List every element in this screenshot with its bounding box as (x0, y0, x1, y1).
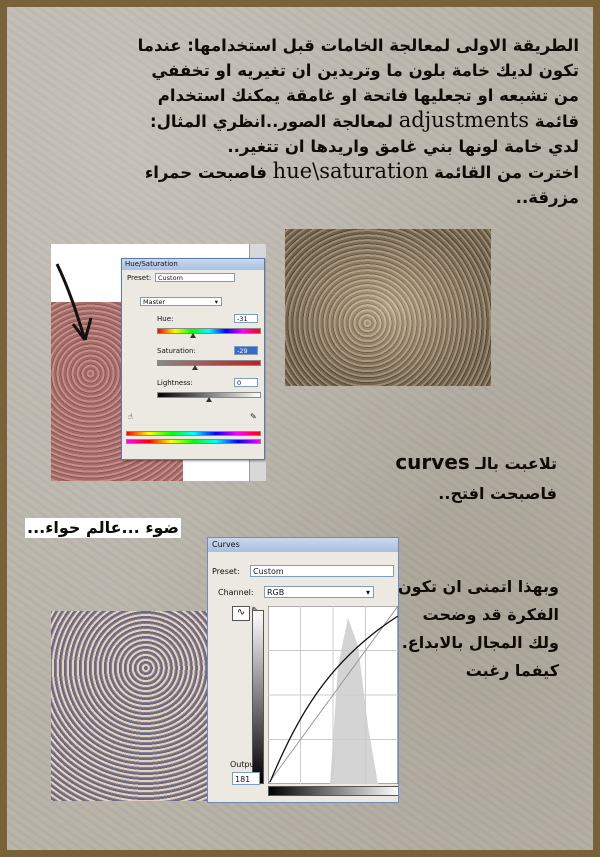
watermark-caption: ضوء ...عالم حواء... (27, 518, 179, 537)
intro-line-6-end: فاصبحت حمراء (144, 163, 267, 182)
closing-line-1: وبهذا اتمنى ان تكون (397, 577, 559, 596)
saturation-label: Saturation: (157, 347, 196, 355)
hand-drawn-arrow (51, 244, 131, 354)
curves-output-input[interactable]: 181 (232, 772, 260, 785)
curves-note-line-2: فاصبحت افتح.. (438, 484, 557, 503)
intro-line-3: من تشبعه او تجعليها فاتحة او غامقة يمكنك استخدام (157, 86, 579, 105)
curve-tool-icon[interactable]: ∿ (232, 606, 250, 621)
intro-line-4 (11, 108, 579, 134)
saturation-input[interactable]: -29 (234, 346, 258, 355)
preset-select[interactable]: Custom (155, 273, 235, 282)
curves-titlebar: Curves (208, 538, 398, 552)
adjustments-term: adjustments (398, 108, 529, 132)
intro-line-4-end: لمعالجة الصور..انظري المثال: (150, 112, 393, 131)
channel-select[interactable] (140, 297, 222, 306)
hand-adjust-icon[interactable]: ☝ (128, 412, 133, 421)
curves-preset-select[interactable]: Custom (250, 565, 394, 577)
hue-input[interactable]: -31 (234, 314, 258, 323)
intro-paragraph (11, 33, 579, 210)
output-hue-bar (126, 439, 261, 444)
closing-line-2: الفكرة قد وضحت (422, 605, 559, 624)
intro-line-4-start: قائمة (534, 112, 579, 131)
eyedropper-icon[interactable]: ✎ (250, 412, 257, 421)
input-gradient-bar (268, 786, 399, 796)
curves-note (257, 447, 557, 509)
dialog-titlebar: Hue/Saturation (122, 259, 264, 270)
curves-preset-label: Preset: (212, 567, 240, 576)
lightness-label: Lightness: (157, 379, 193, 387)
curves-channel-value: RGB (267, 588, 285, 597)
light-texture-image (51, 611, 209, 801)
closing-paragraph (329, 573, 559, 685)
saturation-slider-thumb[interactable] (192, 365, 198, 370)
intro-line-6 (11, 159, 579, 185)
closing-line-3: ولك المجال بالابداع. (401, 633, 559, 652)
closing-line-4: كيفما رغبت (465, 661, 559, 680)
output-gradient-bar (252, 610, 264, 784)
curves-note-line-1 (257, 447, 557, 479)
preset-label: Preset: (127, 274, 152, 282)
intro-line-5: لدي خامة لونها بني غامق واريدها ان تتغير.. (227, 137, 579, 156)
saturation-slider-track[interactable] (157, 360, 261, 366)
curves-output-label: Output: (230, 760, 261, 769)
intro-line-6-start: اخترت من القائمة (434, 163, 579, 182)
curves-channel-label: Channel: (218, 588, 254, 597)
intro-line-7: مزرقة.. (515, 188, 579, 207)
result-texture-image (285, 229, 491, 386)
hue-slider-thumb[interactable] (190, 333, 196, 338)
lightness-input[interactable]: 0 (234, 378, 258, 387)
input-hue-bar (126, 431, 261, 436)
hue-saturation-screenshot (51, 244, 266, 481)
channel-value: Master (143, 298, 166, 306)
intro-line-1: الطريقة الاولى لمعالجة الخامات قبل استخدامها: عندما (137, 36, 579, 55)
hue-saturation-dialog (121, 258, 265, 460)
hue-slider-track[interactable] (157, 328, 261, 334)
chevron-down-icon: ▾ (365, 588, 370, 597)
hue-saturation-term: hue\saturation (272, 159, 429, 183)
curves-term: curves (395, 450, 470, 474)
hue-label: Hue: (157, 315, 174, 323)
intro-line-2: تكون لديك خامة بلون ما وتريدين ان تغيريه او تخففي (151, 61, 579, 80)
curves-note-start: تلاعبت بالـ (475, 454, 557, 473)
chevron-down-icon: ▾ (214, 298, 218, 306)
lightness-slider-thumb[interactable] (206, 397, 212, 402)
